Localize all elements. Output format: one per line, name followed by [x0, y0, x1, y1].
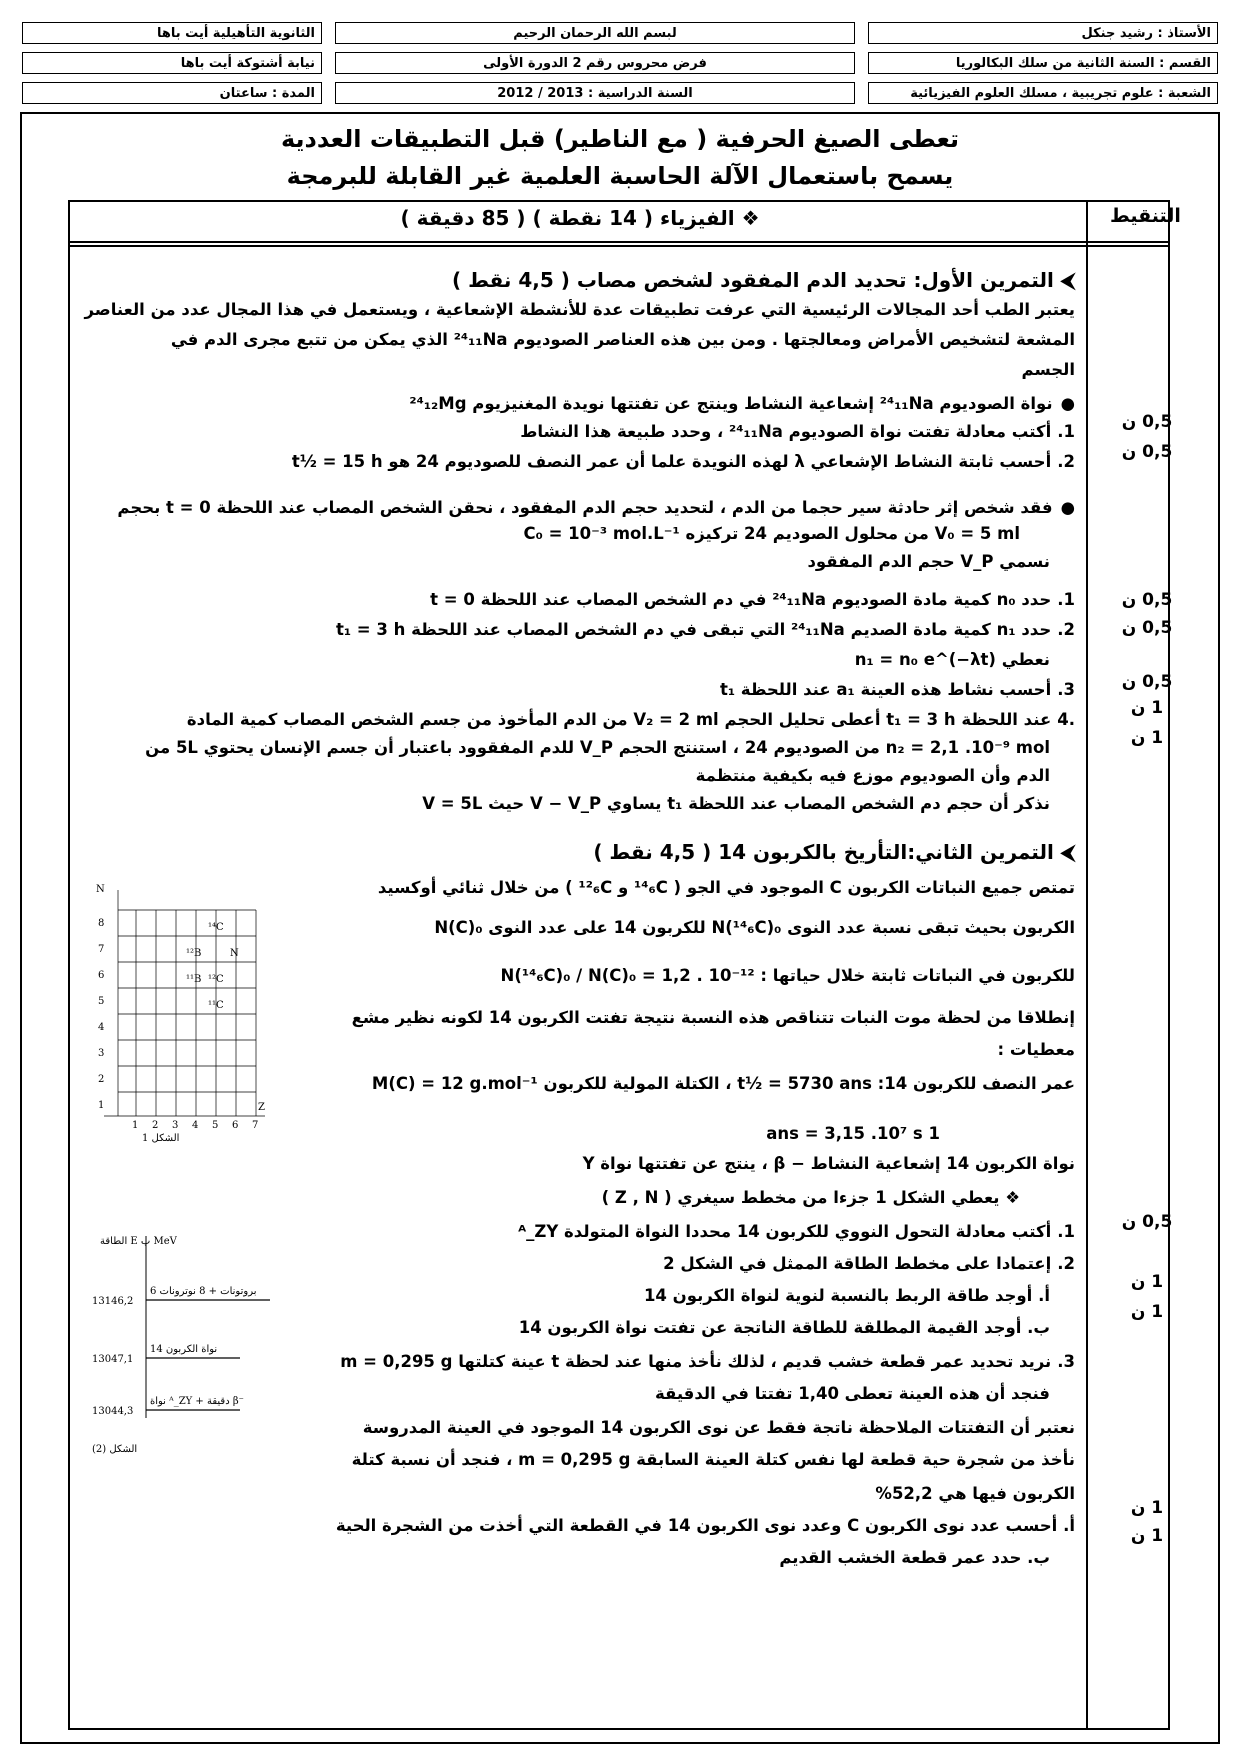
exercise2-line1: تمتص جميع النباتات الكربون C الموجود في الجو ( ¹⁴₆C و ¹²₆C ) من خلال ثنائي أوكسيد: [377, 878, 1075, 897]
exercise2-line7: 1 ans = 3,15 .10⁷ s: [766, 1124, 940, 1143]
exercise1-bullet2: ●فقد شخص إثر حادثة سير حجما من الدم ، لتحديد حجم الدم المفقود ، نحقن الشخص المصاب عند اللحظة t = 0 بحجم: [117, 498, 1075, 517]
header-year: السنة الدراسية : 2013 / 2012: [335, 82, 855, 104]
figure2-label-3: نواة ᴬ_ZY + دقيقة β⁻: [150, 1396, 244, 1407]
exercise2-line2: الكربون بحيث تبقى نسبة عدد النوى N(¹⁴₆C)₀ للكربون 14 على عدد النوى N(C)₀: [434, 918, 1075, 937]
figure1-x-tick-5: 5: [212, 1120, 219, 1131]
exercise2-line4: إنطلاقا من لحظة موت النبات تتناقص هذه النسبة نتيجة تفتت الكربون 14 لكونه نظير مشع: [351, 1008, 1075, 1027]
exercise1-p2-given: نعطي n₁ = n₀ e^(−λt): [854, 650, 1050, 669]
exercise2-q3-line3: نعتبر أن التفتتات الملاحظة ناتجة فقط عن نوى الكربون 14 الموجود في العينة المدروسة: [362, 1418, 1075, 1437]
header-exam: فرض محروس رقم 2 الدورة الأولى: [335, 52, 855, 74]
figure1-x-tick-1: 1: [132, 1120, 139, 1131]
nuclide-c11: ¹¹C: [208, 1000, 224, 1011]
exercise1-p4: .4عند اللحظة t₁ = 3 h أعطى تحليل الحجم V₂ = 2 ml من الدم المأخوذ من جسم الشخص المصاب كمية المادة: [186, 710, 1075, 729]
exercise2-line8: نواة الكربون 14 إشعاعية النشاط − β ، ينتج عن تفتتها نواة Y: [582, 1154, 1075, 1173]
figure1-grid: [104, 890, 265, 1116]
grade-ex1-p4a: 1 ن: [1130, 698, 1164, 718]
figure2-axis-label: الطاقة E ب MeV: [100, 1236, 177, 1247]
exercise1-intro-1: يعتبر الطب أحد المجالات الرئيسية التي عرفت تطبيقات عدة للأنشطة الإشعاعية ، ويستعمل في هذا المجال عدد من العناصر: [84, 300, 1075, 319]
exercise2-q3a: أ. أحسب عدد نوى الكربون C وعدد نوى الكربون 14 في القطعة التي أخذت من الشجرة الحية: [335, 1516, 1075, 1535]
header-duration: المدة : ساعتان: [22, 82, 322, 104]
exercise1-p1: 1.حدد n₀ كمية مادة الصوديوم ²⁴₁₁Na في دم الشخص المصاب عند اللحظة t = 0: [430, 590, 1075, 609]
exercise1-intro-3: الجسم: [1021, 360, 1075, 379]
figure1-segre-chart: [90, 880, 300, 1145]
figure1-x-tick-2: 2: [152, 1120, 159, 1131]
exercise1-intro-2: المشعة لتشخيص الأمراض ومعالجتها . ومن بين هذه العناصر الصوديوم ²⁴₁₁Na الذي يمكن من تتبع مجرى الدم في: [170, 330, 1075, 349]
grading-column-divider: [1086, 200, 1088, 1730]
figure1-title: الشكل 1: [142, 1133, 180, 1144]
figure1-y-tick-4: 4: [98, 1022, 105, 1033]
exercise2-q3-line5: الكربون فيها هي 52,2%: [875, 1484, 1075, 1503]
exercise2-q1: 1.أكتب معادلة التحول النووي للكربون 14 محددا النواة المتولدة ᴬ_ZY: [518, 1222, 1075, 1241]
grade-ex2-q3a: 1 ن: [1130, 1498, 1164, 1518]
figure2-value-2: 13047,1: [92, 1354, 134, 1365]
header-school: الثانوية التأهيلية أيت باها: [22, 22, 322, 44]
exercise2-q2a: أ. أوجد طاقة الربط بالنسبة لنوية لنواة الكربون 14: [643, 1286, 1050, 1305]
exercise2-line6: عمر النصف للكربون 14: t½ = 5730 ans ، الكتلة المولية للكربون M(C) = 12 g.mol⁻¹: [371, 1074, 1075, 1093]
nuclide-c14: ¹⁴C: [208, 922, 224, 933]
exercise2-q3-line4: نأخذ من شجرة حية قطعة لها نفس كتلة العينة السابقة m = 0,295 g ، فنجد أن نسبة كتلة: [351, 1450, 1075, 1469]
nuclide-n: N: [230, 948, 239, 959]
instruction-calculator: يسمح باستعمال الآلة الحاسبة العلمية غير القابلة للبرمجة: [286, 162, 954, 190]
table-header-divider-2: [68, 245, 1170, 247]
exercise2-q2: 2.إعتمادا على مخطط الطاقة الممثل في الشكل 2: [663, 1254, 1075, 1273]
header-directorate: نيابة أشتوكة أيت باها: [22, 52, 322, 74]
exercise2-line5: معطيات :: [997, 1040, 1075, 1059]
grade-ex1-q2: 0,5 ن: [1121, 442, 1173, 462]
subject-header: ❖ الفيزياء ( 14 نقطة ) ( 85 دقيقة ): [400, 206, 760, 230]
figure1-x-tick-7: 7: [252, 1120, 259, 1131]
exercise1-p2: 2.حدد n₁ كمية مادة الصديم ²⁴₁₁Na التي تبقى في دم الشخص المصاب عند اللحظة t₁ = 3 h: [335, 620, 1075, 639]
exercise1-p4-line3: الدم وأن الصوديوم موزع فيه بكيفية منتظمة: [695, 766, 1050, 785]
table-header-divider: [68, 241, 1170, 243]
nuclide-b12: ¹²B: [186, 948, 202, 959]
grade-ex1-p4b: 1 ن: [1130, 728, 1164, 748]
exercise1-title: ⮜ التمرين الأول: تحديد الدم المفقود لشخص مصاب ( 4,5 نقط ): [452, 268, 1075, 292]
figure1-y-tick-2: 2: [98, 1074, 105, 1085]
exercise1-q1: 1.أكتب معادلة تفتت نواة الصوديوم ²⁴₁₁Na ، وحدد طبيعة هذا النشاط: [520, 422, 1075, 441]
exercise1-q2: 2.أحسب ثابتة النشاط الإشعاعي λ لهذه النويدة علما أن عمر النصف للصوديوم 24 هو t½ = 15 h: [291, 452, 1075, 471]
figure2-label-1: 6 بروتونات + 8 نوترونات: [150, 1286, 257, 1297]
grade-ex1-p1: 0,5 ن: [1121, 590, 1173, 610]
exercise2-title: ⮜ التمرين الثاني:التأريخ بالكربون 14 ( 4,5 نقط ): [593, 840, 1075, 864]
figure1-y-tick-8: 8: [98, 918, 105, 929]
figure1-y-tick-5: 5: [98, 996, 105, 1007]
exercise1-bullet2-line2: V₀ = 5 ml من محلول الصوديم 24 تركيزه C₀ = 10⁻³ mol.L⁻¹: [523, 524, 1020, 543]
exercise1-bullet2-line3: نسمي V_P حجم الدم المفقود: [807, 552, 1050, 571]
exercise2-q2b: ب. أوجد القيمة المطلقة للطاقة الناتجة عن تفتت نواة الكربون 14: [518, 1318, 1050, 1337]
figure1-y-tick-7: 7: [98, 944, 105, 955]
grade-ex2-q2a: 1 ن: [1130, 1272, 1164, 1292]
header-teacher: الأستاذ : رشيد جنكل: [868, 22, 1218, 44]
grade-ex2-q1: 0,5 ن: [1121, 1212, 1173, 1232]
header-branch: الشعبة : علوم تجريبية ، مسلك العلوم الفيزيائية: [868, 82, 1218, 104]
exercise2-q3-line2: فنجد أن هذه العينة تعطى 1,40 تفتتا في الدقيقة: [654, 1384, 1050, 1403]
header-department: القسم : السنة الثانية من سلك البكالوريا: [868, 52, 1218, 74]
figure1-x-tick-4: 4: [192, 1120, 199, 1131]
exercise1-p4-line4: نذكر أن حجم دم الشخص المصاب عند اللحظة t₁ يساوي V − V_P حيث V = 5L: [422, 794, 1050, 813]
figure2-label-2: نواة الكربون 14: [150, 1344, 218, 1355]
nuclide-b11: ¹¹B: [186, 974, 202, 985]
figure2-energy-diagram: [90, 1230, 290, 1460]
instruction-formulas: تعطى الصيغ الحرفية ( مع الناطير) قبل التطبيقات العددية: [280, 125, 960, 153]
exercise1-bullet1: ●نواة الصوديوم ²⁴₁₁Na إشعاعية النشاط وينتج عن تفتتها نويدة المغنيزيوم ²⁴₁₂Mg: [409, 394, 1075, 413]
exercise2-q3: 3.نريد تحديد عمر قطعة خشب قديم ، لذلك نأخذ منها عند لحظة t عينة كتلتها m = 0,295 g: [340, 1352, 1075, 1371]
figure2-value-3: 13044,3: [92, 1406, 134, 1417]
figure2-title: الشكل (2): [92, 1444, 138, 1455]
figure1-y-tick-3: 3: [98, 1048, 105, 1059]
exercise2-line3: للكربون في النباتات ثابتة خلال حياتها : N(¹⁴₆C)₀ / N(C)₀ = 1,2 . 10⁻¹²: [500, 966, 1075, 985]
figure1-y-tick-1: 1: [98, 1100, 105, 1111]
grade-ex1-q1: 0,5 ن: [1121, 412, 1173, 432]
grading-header: التنقيط: [1110, 205, 1181, 227]
grade-ex1-p3: 0,5 ن: [1121, 672, 1173, 692]
grade-ex2-q3b: 1 ن: [1130, 1526, 1164, 1546]
exercise2-q3b: ب. حدد عمر قطعة الخشب القديم: [779, 1548, 1050, 1567]
header-bismillah: لبسم الله الرحمان الرحيم: [335, 22, 855, 44]
nuclide-c12: ¹²C: [208, 974, 224, 985]
figure1-x-tick-6: 6: [232, 1120, 239, 1131]
figure1-x-tick-3: 3: [172, 1120, 179, 1131]
exercise2-line9: ❖ يعطي الشكل 1 جزءا من مخطط سيغري ( Z , N ): [601, 1188, 1020, 1207]
figure1-axis-z: Z: [258, 1102, 265, 1113]
grade-ex2-q2b: 1 ن: [1130, 1302, 1164, 1322]
exercise1-p4-line2: n₂ = 2,1 .10⁻⁹ mol من الصوديوم 24 ، استنتج الحجم V_P للدم المفقوود باعتبار أن جسم الإنسان يحتوي 5L من: [145, 738, 1050, 757]
figure2-value-1: 13146,2: [92, 1296, 134, 1307]
exercise1-p3: 3.أحسب نشاط هذه العينة a₁ عند اللحظة t₁: [719, 680, 1075, 699]
grade-ex1-p2: 0,5 ن: [1121, 618, 1173, 638]
figure1-axis-n: N: [96, 884, 105, 895]
figure1-y-tick-6: 6: [98, 970, 105, 981]
